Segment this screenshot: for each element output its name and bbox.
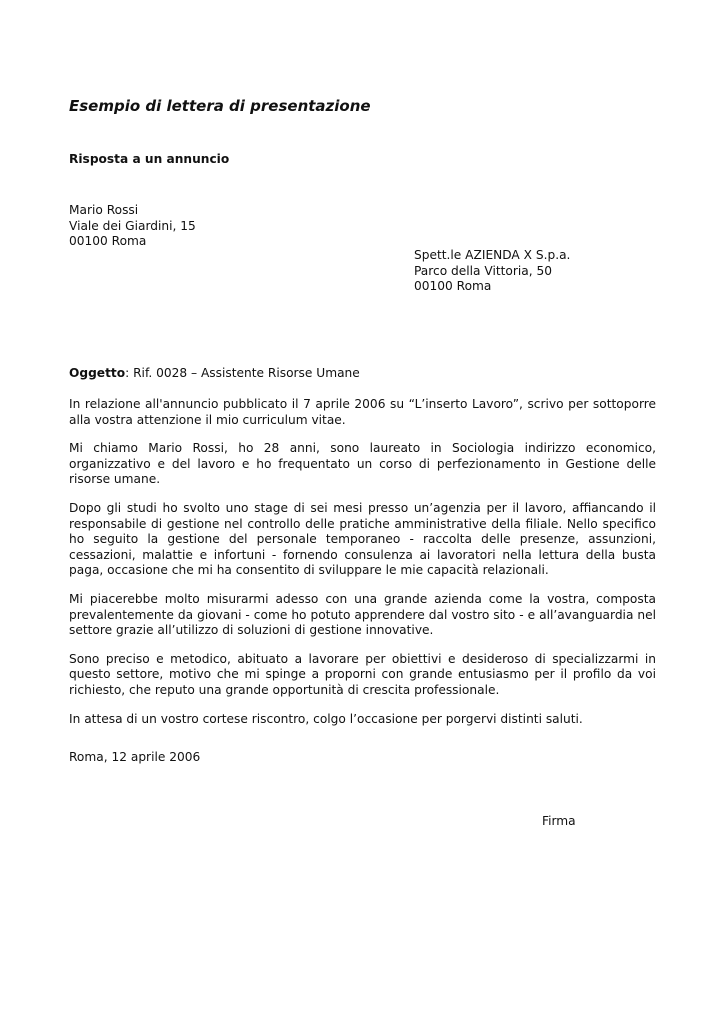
body-paragraph: Mi chiamo Mario Rossi, ho 28 anni, sono laureato in Sociologia indirizzo economico, organizzativo e del lavoro e ho frequentato un corso di perfezionamento in Gestione delle risorse umane. [69, 441, 656, 487]
recipient-name: Spett.le AZIENDA X S.p.a. [414, 248, 571, 262]
body-paragraph: Dopo gli studi ho svolto uno stage di sei mesi presso un’agenzia per il lavoro, affiancando il responsabile di gestione nel controllo delle pratiche amministrative della filiale. Nello specifico ho seguito la gestione del personale temporaneo - raccolta delle presenze, assunzioni, cessazioni, malattie e infortuni - fornendo consulenza ai lavoratori nella lettura della busta paga, occasione che mi ha consentito di sviluppare le mie capacità relazionali. [69, 500, 656, 578]
letter-body [69, 397, 656, 740]
subject-text: : Rif. 0028 – Assistente Risorse Umane [125, 366, 360, 380]
body-paragraph: In relazione all'annuncio pubblicato il 7 aprile 2006 su “L’inserto Lavoro”, scrivo per sottoporre alla vostra attenzione il mio curriculum vitae. [69, 397, 656, 427]
recipient-street: Parco della Vittoria, 50 [414, 263, 552, 278]
letter-subtitle: Risposta a un annuncio [69, 152, 230, 166]
sender-street: Viale dei Giardini, 15 [69, 218, 196, 233]
body-paragraph: Sono preciso e metodico, abituato a lavorare per obiettivi e desideroso di specializzarmi in questo settore, motivo che mi spinge a proporni con grande entusiasmo per il profilo da voi richiesto, che reputo una grande opportunità di crescita professionale. [69, 651, 656, 697]
body-paragraph: Mi piacerebbe molto misurarmi adesso con una grande azienda come la vostra, composta prevalentemente da giovani - come ho potuto apprendere dal vostro sito - e all’avanguardia nel settore grazie all’utilizzo di soluzioni di gestione innovative. [69, 591, 656, 638]
closing-paragraph: In attesa di un vostro cortese riscontro, colgo l’occasione per porgervi distinti saluti. [69, 711, 583, 726]
subject-label: Oggetto [69, 366, 126, 380]
recipient-address [414, 248, 570, 295]
signature-label: Firma [542, 814, 576, 828]
place-date: Roma, 12 aprile 2006 [69, 750, 201, 764]
sender-name: Mario Rossi [69, 203, 139, 217]
sender-address [69, 203, 196, 250]
recipient-city: 00100 Roma [414, 279, 492, 294]
letter-title: Esempio di lettera di presentazione [69, 97, 371, 115]
sender-city: 00100 Roma [69, 234, 147, 249]
subject-line [69, 366, 360, 382]
